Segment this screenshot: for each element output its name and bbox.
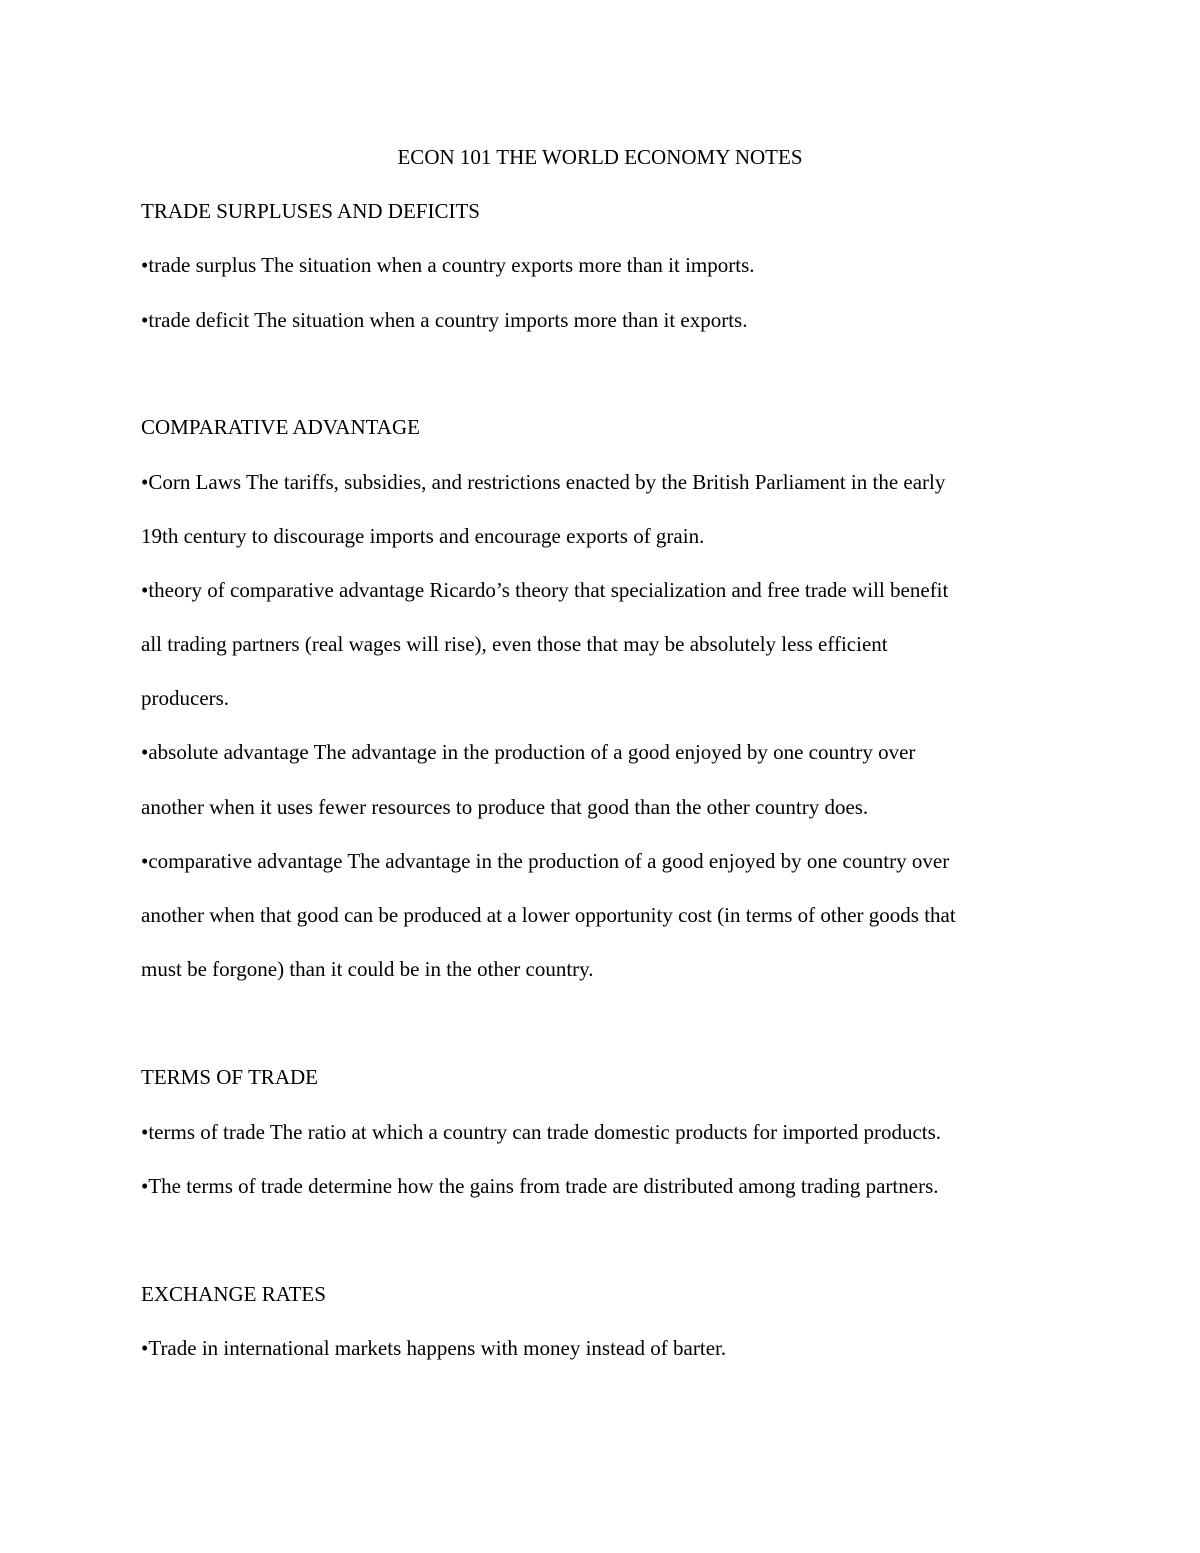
definition-absolute-advantage-line-2: another when it uses fewer resources to produce that good than the other country does. (141, 795, 869, 819)
section-heading-trade-surpluses: TRADE SURPLUSES AND DEFICITS (141, 199, 480, 223)
section-heading-exchange-rates: EXCHANGE RATES (141, 1282, 326, 1306)
section-heading-comparative-advantage: COMPARATIVE ADVANTAGE (141, 415, 420, 439)
definition-terms-of-trade: •terms of trade The ratio at which a country can trade domestic products for imported products. (141, 1120, 942, 1144)
definition-corn-laws-line-2: 19th century to discourage imports and encourage exports of grain. (141, 524, 705, 548)
definition-theory-comparative-advantage-line-2: all trading partners (real wages will rise), even those that may be absolutely less efficient (141, 632, 888, 656)
definition-theory-comparative-advantage-line-3: producers. (141, 686, 230, 710)
definition-comparative-advantage-line-2: another when that good can be produced at a lower opportunity cost (in terms of other goods that (141, 903, 956, 927)
section-heading-terms-of-trade: TERMS OF TRADE (141, 1065, 318, 1089)
definition-comparative-advantage-line-3: must be forgone) than it could be in the other country. (141, 957, 594, 981)
definition-theory-comparative-advantage-line-1: •theory of comparative advantage Ricardo’s theory that specialization and free trade will benefit (141, 578, 949, 602)
note-terms-of-trade-gains: •The terms of trade determine how the gains from trade are distributed among trading partners. (141, 1174, 939, 1198)
document-title: ECON 101 THE WORLD ECONOMY NOTES (397, 145, 803, 169)
definition-absolute-advantage-line-1: •absolute advantage The advantage in the production of a good enjoyed by one country over (141, 740, 916, 764)
definition-comparative-advantage-line-1: •comparative advantage The advantage in the production of a good enjoyed by one country over (141, 849, 950, 873)
definition-corn-laws-line-1: •Corn Laws The tariffs, subsidies, and restrictions enacted by the British Parliament in the early (141, 470, 946, 494)
definition-trade-deficit: •trade deficit The situation when a country imports more than it exports. (141, 308, 748, 332)
note-trade-with-money: •Trade in international markets happens with money instead of barter. (141, 1336, 727, 1360)
definition-trade-surplus: •trade surplus The situation when a country exports more than it imports. (141, 253, 755, 277)
